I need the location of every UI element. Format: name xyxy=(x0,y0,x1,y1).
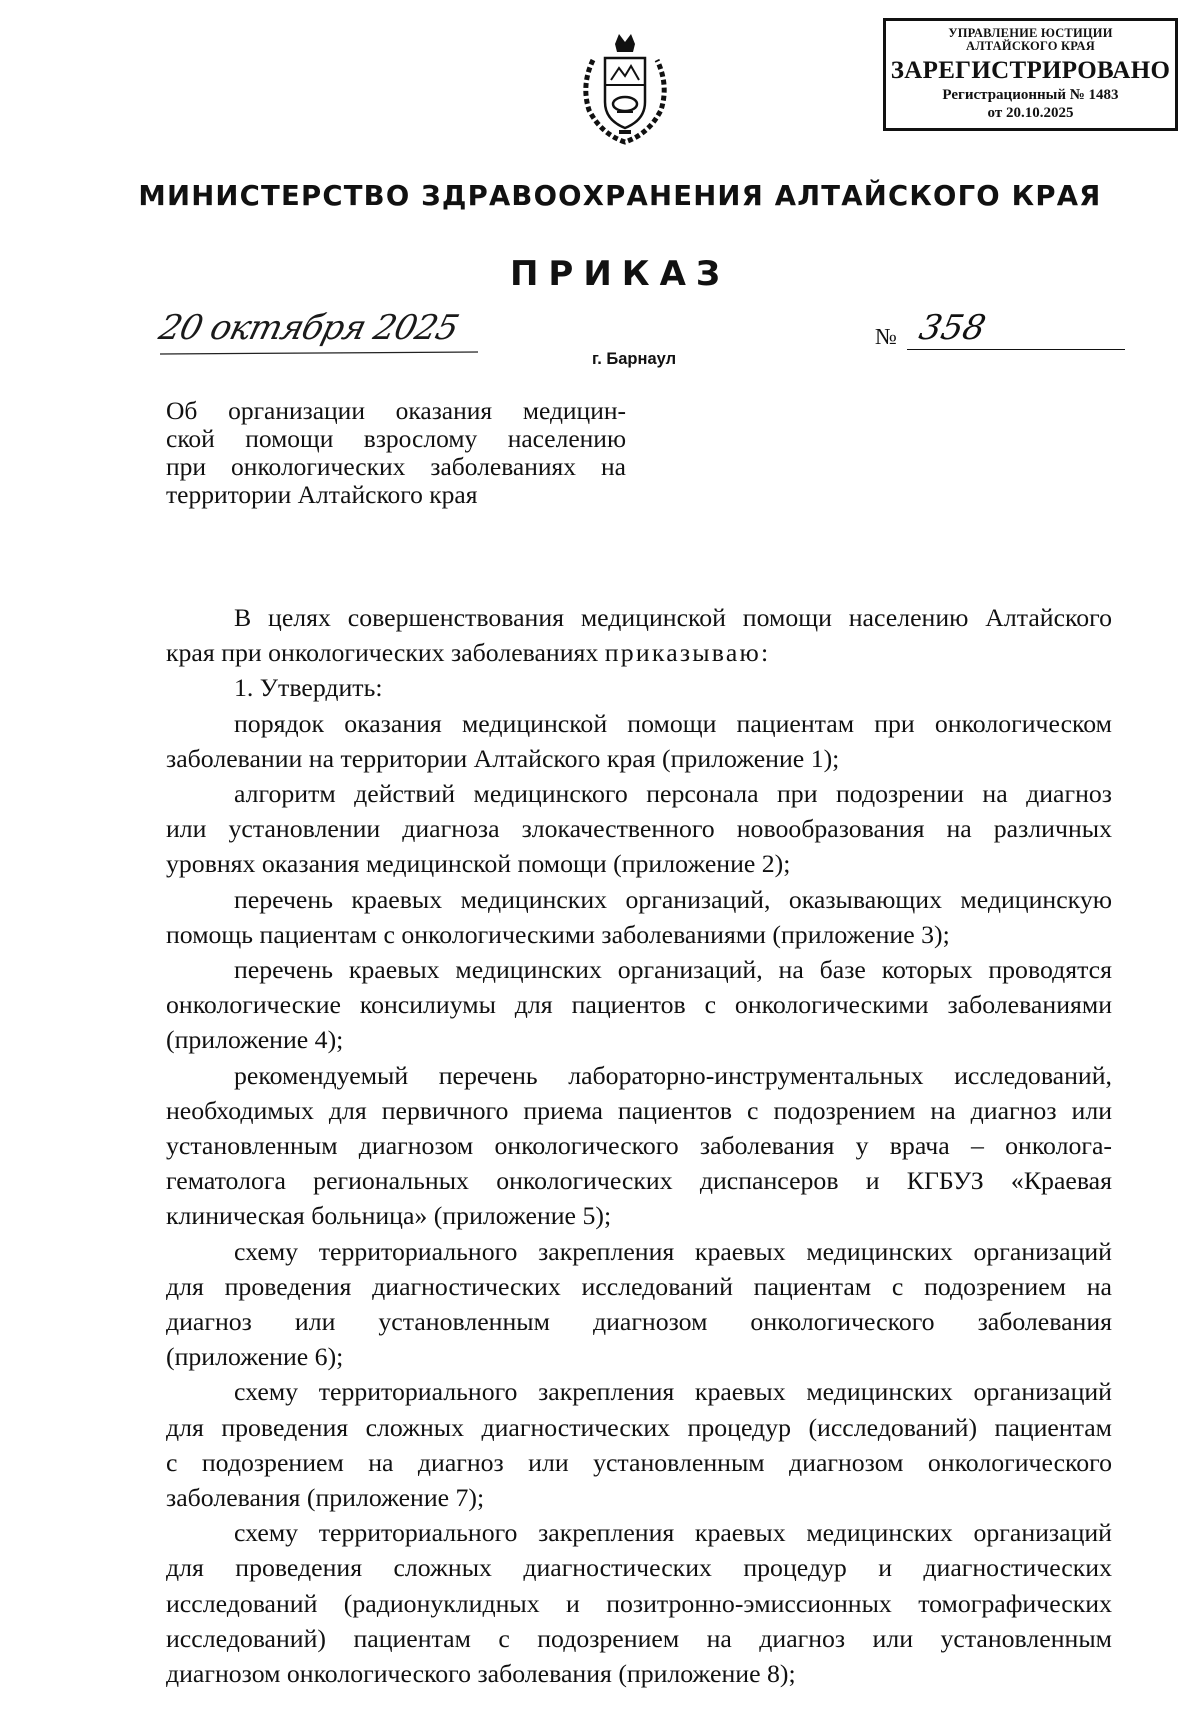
body-line: для проведения сложных диагностических процедур и диагностических xyxy=(166,1553,1112,1583)
body-line: В целях совершенствования медицинской помощи населению Алтайского xyxy=(234,603,1112,632)
body-line: необходимых для первичного приема пациентов с подозрением на диагноз или xyxy=(166,1095,1112,1125)
stamp-reg-number: Регистрационный № 1483 xyxy=(942,87,1119,103)
body-line: диагнозом онкологического заболевания (приложение 8); xyxy=(166,1659,796,1689)
body-line: уровнях оказания медицинской помощи (приложение 2); xyxy=(166,849,791,879)
body-line: заболевания (приложение 7); xyxy=(166,1483,485,1513)
body-line: рекомендуемый перечень лабораторно-инструментальных исследований, xyxy=(234,1060,1112,1090)
body-line: гематолога региональных онкологических диспансеров и КГБУЗ «Краевая xyxy=(166,1166,1112,1196)
subject-line: территории Алтайского края xyxy=(166,480,478,509)
body-line: диагноз или установленным диагнозом онкологического заболевания xyxy=(166,1307,1112,1337)
body-line: схему территориального закрепления краевых медицинских организаций xyxy=(234,1377,1112,1407)
subject-line: при онкологических заболеваниях на xyxy=(166,452,626,481)
body-line: установленным диагнозом онкологического заболевания у врача – онколога- xyxy=(166,1131,1112,1161)
body-line: помощь пациентам с онкологическими заболеваниями (приложение 3); xyxy=(166,919,950,949)
body-line: перечень краевых медицинских организаций, на базе которых проводятся xyxy=(234,955,1112,985)
stamp-reg-date: от 20.10.2025 xyxy=(987,105,1074,121)
stamp-org-line-1: УПРАВЛЕНИЕ ЮСТИЦИИ xyxy=(948,26,1113,40)
body-line: для проведения сложных диагностических процедур (исследований) пациентам xyxy=(166,1412,1112,1442)
order-body xyxy=(166,600,1112,1691)
date-underline xyxy=(158,348,488,368)
body-line: схему территориального закрепления краевых медицинских организаций xyxy=(234,1236,1112,1266)
order-subject xyxy=(166,397,626,509)
registration-stamp xyxy=(883,18,1178,131)
order-number-handwritten: 358 xyxy=(915,308,990,348)
body-line: для проведения диагностических исследований пациентам с подозрением на xyxy=(166,1271,1112,1301)
ministry-title: МИНИСТЕРСТВО ЗДРАВООХРАНЕНИЯ АЛТАЙСКОГО КРАЯ xyxy=(138,180,1102,212)
handwritten-date-text: 20 октября 2025 xyxy=(155,308,462,348)
body-line: (приложение 4); xyxy=(166,1025,344,1055)
order-keyword: приказываю: xyxy=(604,638,771,668)
body-line: алгоритм действий медицинского персонала при подозрении на диагноз xyxy=(234,779,1112,809)
number-sign: № xyxy=(875,324,897,349)
subject-line: Об организации оказания медицин- xyxy=(166,396,626,425)
body-line: онкологические консилиумы для пациентов с онкологическими заболеваниями xyxy=(166,990,1112,1020)
body-line xyxy=(166,635,1112,670)
stamp-org-line-2: АЛТАЙСКОГО КРАЯ xyxy=(966,39,1095,53)
body-line-text: края при онкологических заболеваниях xyxy=(166,638,599,668)
city: г. Барнаул xyxy=(592,350,677,368)
body-line: 1. Утвердить: xyxy=(234,673,383,703)
body-line: с подозрением на диагноз или установленным диагнозом онкологического xyxy=(166,1447,1112,1477)
body-line: перечень краевых медицинских организаций, оказывающих медицинскую xyxy=(234,884,1112,914)
subject-line: ской помощи взрослому населению xyxy=(166,424,626,453)
body-line: (приложение 6); xyxy=(166,1342,344,1372)
handwritten-date xyxy=(155,308,520,363)
body-line: заболевании на территории Алтайского края (приложение 1); xyxy=(166,743,840,773)
body-line: или установлении диагноза злокачественного новообразования на различных xyxy=(166,814,1112,844)
body-line: схему территориального закрепления краевых медицинских организаций xyxy=(234,1518,1112,1548)
order-number-line xyxy=(907,349,1125,350)
document-type: ПРИКАЗ xyxy=(509,254,731,294)
coat-of-arms-emblem xyxy=(575,30,675,150)
body-line: исследований) пациентам с подозрением на диагноз или установленным xyxy=(166,1623,1112,1653)
body-line: клиническая больница» (приложение 5); xyxy=(166,1201,612,1231)
body-line: порядок оказания медицинской помощи пациентам при онкологическом xyxy=(234,708,1112,738)
body-line: исследований (радионуклидных и позитронно-эмиссионных томографических xyxy=(166,1588,1112,1618)
order-number xyxy=(875,308,1125,352)
stamp-status: ЗАРЕГИСТРИРОВАНО xyxy=(890,57,1171,84)
